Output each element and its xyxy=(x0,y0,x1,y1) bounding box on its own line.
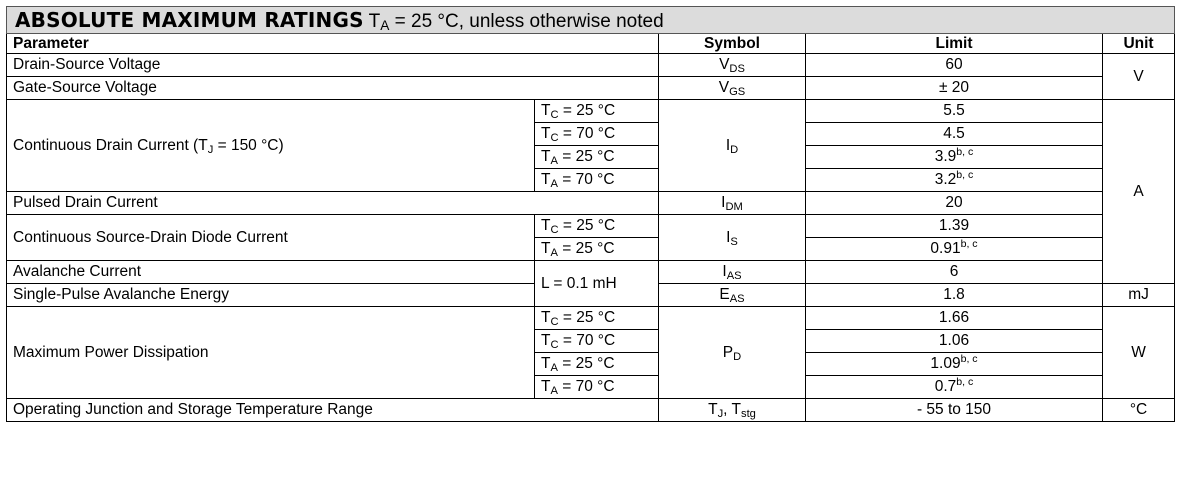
limit-cell: 1.09$^{b, c}$ xyxy=(806,353,1103,376)
symbol-cell: $I_S$ xyxy=(659,215,806,261)
limit-cell: 1.66 xyxy=(806,307,1103,330)
limit-cell: 3.2$^{b, c}$ xyxy=(806,169,1103,192)
table-title-note: $T_A = 25$ °C, unless otherwise noted xyxy=(368,10,664,33)
condition-cell: $T_A = 70$ °C xyxy=(535,376,659,399)
header-unit: Unit xyxy=(1103,34,1175,54)
parameter-cell: Gate-Source Voltage xyxy=(7,77,659,100)
unit-cell: A xyxy=(1103,100,1175,284)
unit-cell: mJ xyxy=(1103,284,1175,307)
parameter-cell: Continuous Source-Drain Diode Current xyxy=(7,215,535,261)
header-symbol: Symbol xyxy=(659,34,806,54)
parameter-cell: Avalanche Current xyxy=(7,261,535,284)
limit-cell: 1.39 xyxy=(806,215,1103,238)
table-row xyxy=(7,192,1175,215)
condition-cell: $T_C = 25$ °C xyxy=(535,307,659,330)
table-row xyxy=(7,100,1175,123)
footnote-ref: b, c xyxy=(956,169,974,181)
condition-cell: $T_A = 25$ °C xyxy=(535,353,659,376)
header-limit: Limit xyxy=(806,34,1103,54)
limit-cell: 1.06 xyxy=(806,330,1103,353)
limit-cell: 0.7$^{b, c}$ xyxy=(806,376,1103,399)
table-row xyxy=(7,54,1175,77)
symbol-cell: $V_{DS}$ xyxy=(659,54,806,77)
condition-cell: $T_A = 25$ °C xyxy=(535,238,659,261)
parameter-cell: Pulsed Drain Current xyxy=(7,192,659,215)
limit-cell: 3.9$^{b, c}$ xyxy=(806,146,1103,169)
table-title xyxy=(7,7,1175,34)
limit-cell: - 55 to 150 xyxy=(806,399,1103,422)
parameter-cell: Maximum Power Dissipation xyxy=(7,307,535,399)
condition-cell: $T_C = 25$ °C xyxy=(535,100,659,123)
table-row xyxy=(7,307,1175,330)
table-row xyxy=(7,215,1175,238)
limit-cell: 4.5 xyxy=(806,123,1103,146)
condition-cell: L = 0.1 mH xyxy=(535,261,659,307)
symbol-cell: $T_J$, $T_{stg}$ xyxy=(659,399,806,422)
symbol-cell: $I_D$ xyxy=(659,100,806,192)
header-parameter: Parameter xyxy=(7,34,659,54)
limit-cell: 1.8 xyxy=(806,284,1103,307)
parameter-cell: Single-Pulse Avalanche Energy xyxy=(7,284,535,307)
symbol-cell: $V_{GS}$ xyxy=(659,77,806,100)
table-title-main: ABSOLUTE MAXIMUM RATINGS xyxy=(15,7,364,32)
table-title-row xyxy=(7,7,1175,34)
footnote-ref: b, c xyxy=(956,146,974,158)
limit-cell: 0.91$^{b, c}$ xyxy=(806,238,1103,261)
footnote-ref: b, c xyxy=(960,353,978,365)
limit-cell: 6 xyxy=(806,261,1103,284)
unit-cell: °C xyxy=(1103,399,1175,422)
parameter-cell: Continuous Drain Current ($T_J = 150$ °C) xyxy=(7,100,535,192)
parameter-cell: Operating Junction and Storage Temperature Range xyxy=(7,399,659,422)
limit-cell: 20 xyxy=(806,192,1103,215)
symbol-cell: $I_{DM}$ xyxy=(659,192,806,215)
limit-cell: 5.5 xyxy=(806,100,1103,123)
symbol-cell: $I_{AS}$ xyxy=(659,261,806,284)
table-row xyxy=(7,261,1175,284)
unit-cell: W xyxy=(1103,307,1175,399)
unit-cell: V xyxy=(1103,54,1175,100)
parameter-cell: Drain-Source Voltage xyxy=(7,54,659,77)
condition-cell: $T_C = 70$ °C xyxy=(535,330,659,353)
condition-cell: $T_C = 70$ °C xyxy=(535,123,659,146)
condition-cell: $T_A = 70$ °C xyxy=(535,169,659,192)
footnote-ref: b, c xyxy=(956,376,974,388)
footnote-ref: b, c xyxy=(960,238,978,250)
table-row xyxy=(7,399,1175,422)
limit-cell: ± 20 xyxy=(806,77,1103,100)
header-row xyxy=(7,34,1175,54)
table-row xyxy=(7,77,1175,100)
limit-cell: 60 xyxy=(806,54,1103,77)
symbol-cell: $P_D$ xyxy=(659,307,806,399)
condition-cell: $T_C = 25$ °C xyxy=(535,215,659,238)
absolute-maximum-ratings-table xyxy=(6,6,1175,422)
condition-cell: $T_A = 25$ °C xyxy=(535,146,659,169)
symbol-cell: $E_{AS}$ xyxy=(659,284,806,307)
